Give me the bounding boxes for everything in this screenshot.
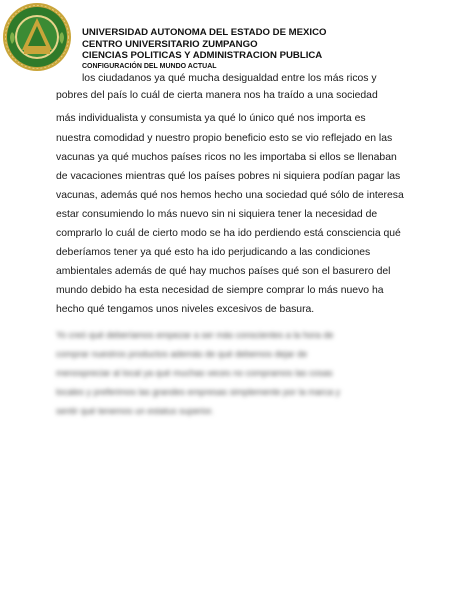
program-name: CIENCIAS POLITICAS Y ADMINISTRACION PUBLICA — [82, 50, 323, 62]
document-header — [82, 27, 462, 71]
text-line: sentir qué tenemos un estatus superior. — [56, 406, 214, 416]
text-line: vacunas ya qué muchos países ricos no les importaba si ellos se llenaban — [56, 152, 397, 163]
text-line: pobres del país lo cuál de cierta manera nos ha traído a una sociedad — [56, 90, 378, 101]
text-line: menospreciar al local ya qué muchas veces no compramos las cosas — [56, 368, 333, 378]
course-name: CONFIGURACIÓN DEL MUNDO ACTUAL — [82, 62, 217, 70]
text-line: ambientales además de qué hay muchos países qué son el basurero del — [56, 266, 391, 277]
text-line: estar consumiendo lo más nuevo sin ni siquiera tener la necesidad de — [56, 209, 378, 220]
university-seal-icon — [2, 2, 72, 72]
text-line: comprar nuestros productos además de qué debemos dejar de — [56, 349, 308, 359]
text-line: más individualista y consumista ya qué lo único qué nos importa es — [56, 113, 366, 124]
paragraph-2 — [56, 108, 426, 319]
text-line: mundo debido ha esta necesidad de siempre comprar lo más nuevo ha — [56, 285, 384, 296]
paragraph-1 — [82, 68, 417, 89]
text-line: los ciudadanos ya qué mucha desigualdad entre los más ricos y — [82, 73, 377, 84]
paragraph-3-blurred — [56, 326, 426, 421]
text-line: nuestra comodidad y nuestro propio beneficio esto se vio reflejado en las — [56, 133, 393, 144]
university-name: UNIVERSIDAD AUTONOMA DEL ESTADO DE MEXICO — [82, 27, 327, 38]
text-line: hecho qué tengamos unos niveles excesivos de basura. — [56, 304, 315, 315]
text-line: Yo creó qué deberíamos empezar a ser más conscientes a la hora de — [56, 330, 334, 340]
text-line: de vacaciones mientras qué los países pobres ni siquiera podían pagar las — [56, 171, 401, 182]
text-line: vacunas, además qué nos hemos hecho una sociedad qué sólo de interesa — [56, 190, 404, 201]
text-line: locales y preferimos las grandes empresas simplemente por la marca y — [56, 387, 341, 397]
text-line: deberíamos tener ya qué esto ha ido perjudicando a las condiciones — [56, 247, 371, 258]
center-name: CENTRO UNIVERSITARIO ZUMPANGO — [82, 38, 258, 50]
text-line: comprarlo lo cuál de cierto modo se ha ido perdiendo está consciencia qué — [56, 228, 401, 239]
paragraph-1-continued — [56, 89, 391, 103]
